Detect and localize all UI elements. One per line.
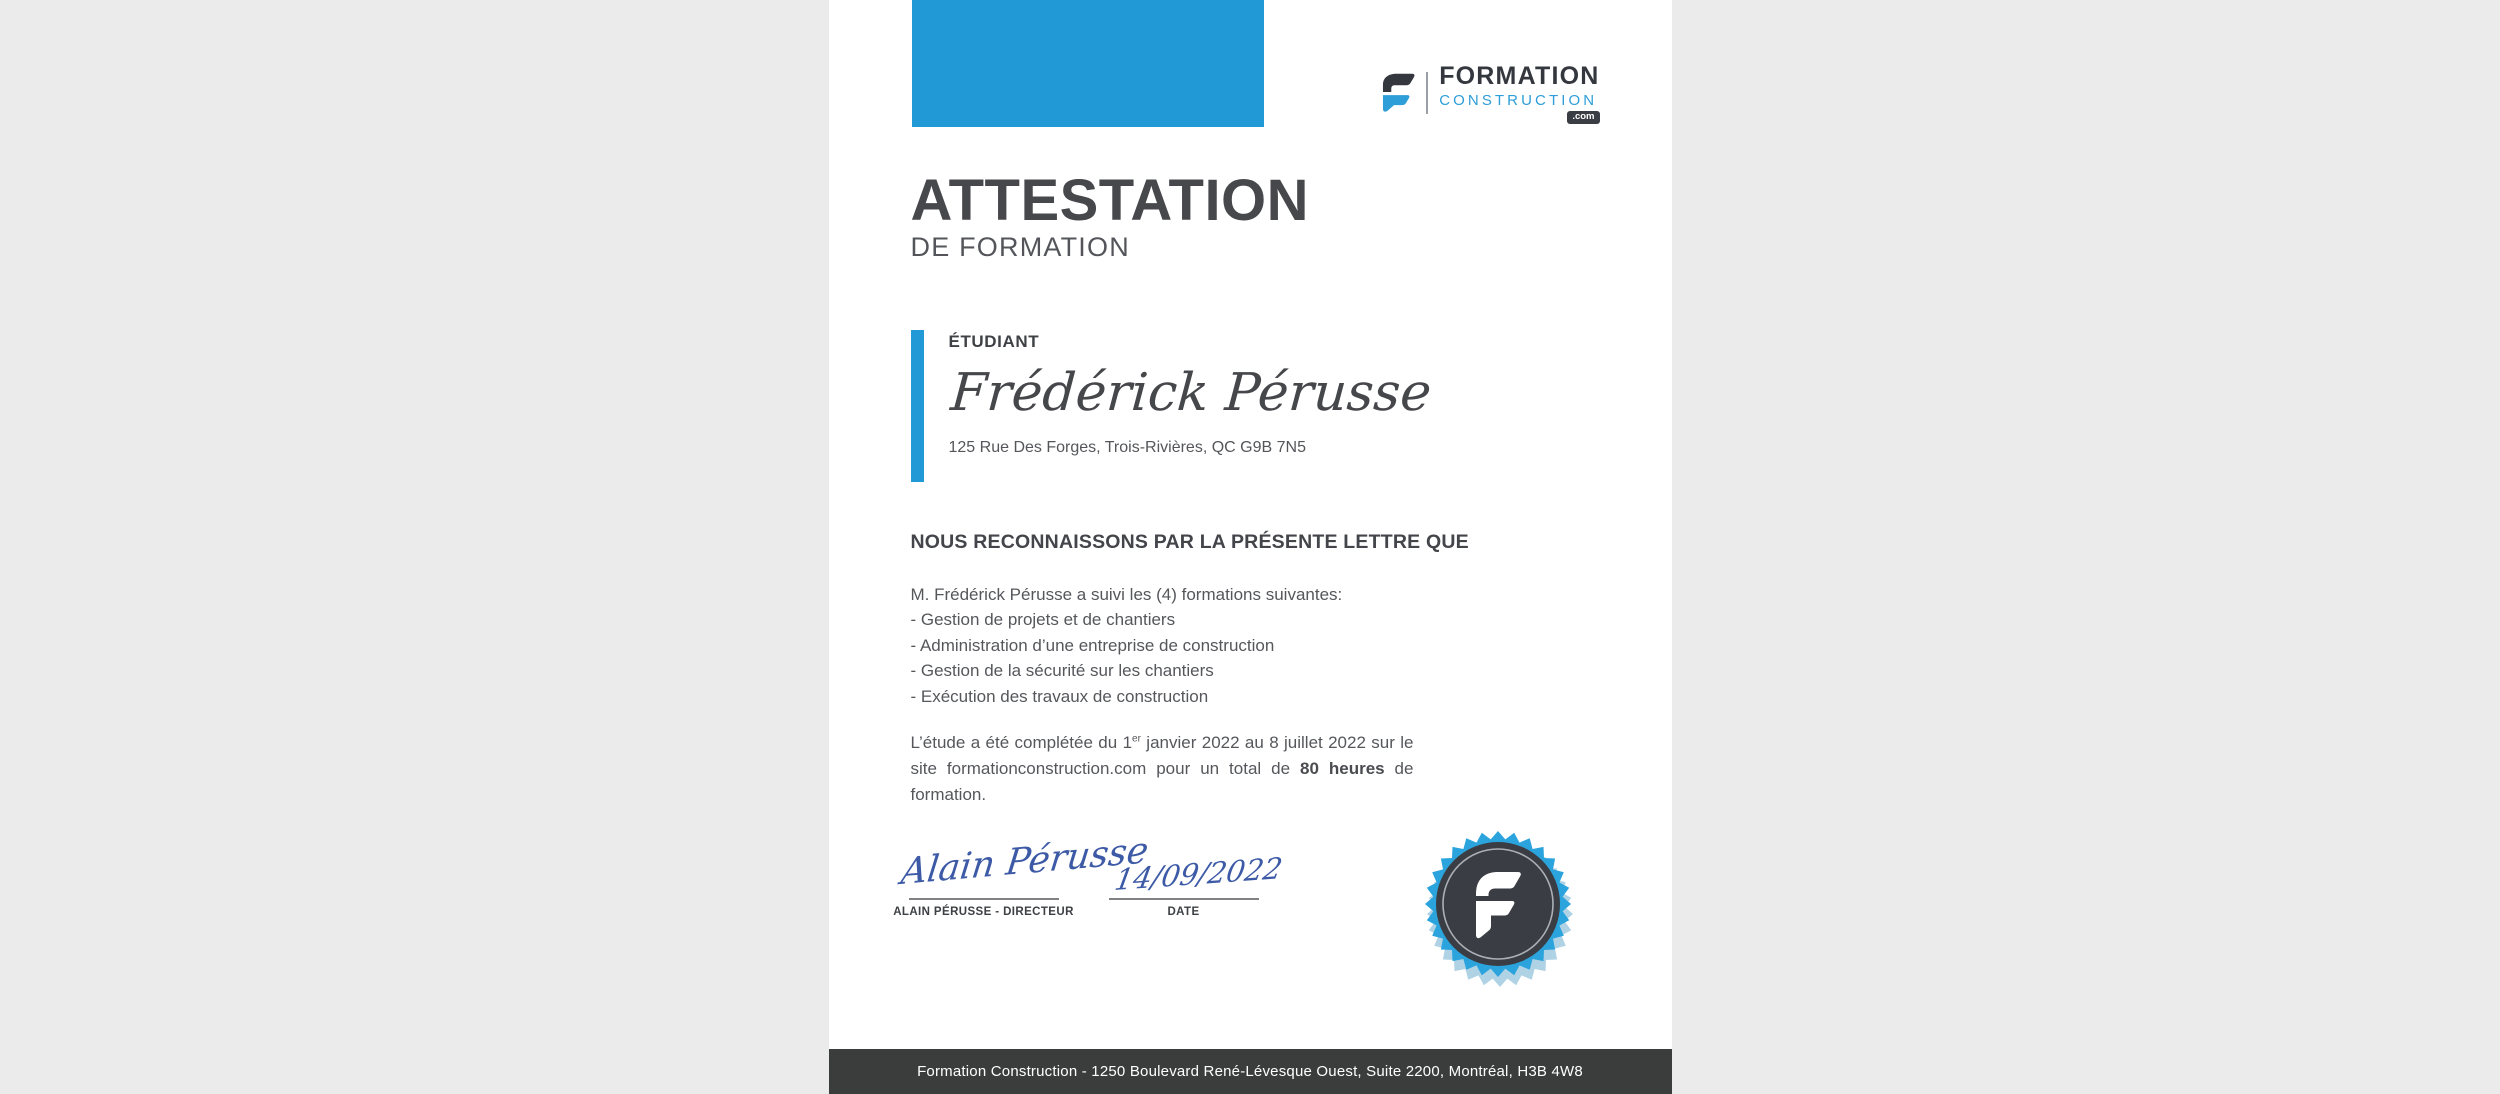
student-address: 125 Rue Des Forges, Trois-Rivières, QC G9B 7N5	[948, 439, 1306, 456]
student-accent-bar	[911, 330, 924, 482]
ordinal-superscript: er	[1132, 733, 1141, 745]
total-hours: 80 heures	[1300, 758, 1385, 778]
formation-construction-logo-icon	[1379, 70, 1417, 114]
seal-icon	[1424, 830, 1576, 988]
course-item: - Gestion de projets et de chantiers	[910, 610, 1176, 630]
certification-seal	[1424, 830, 1576, 988]
statement-intro: M. Frédérick Pérusse a suivi les (4) formations suivantes:	[910, 585, 1343, 604]
completion-text-1: L’étude a été complétée du 1	[910, 733, 1133, 752]
logo-wordmark	[1439, 64, 1599, 124]
director-signature-label: ALAIN PÉRUSSE - DIRECTEUR	[893, 906, 1074, 918]
completion-text-3: de formation.	[910, 758, 1414, 804]
footer-bar	[829, 1049, 1672, 1094]
completion-paragraph	[911, 730, 1414, 807]
course-item: - Gestion de la sécurité sur les chantiers	[910, 661, 1214, 681]
statement-heading: NOUS RECONNAISSONS PAR LA PRÉSENTE LETTRE QUE	[910, 531, 1469, 553]
course-item: - Exécution des travaux de construction	[910, 686, 1209, 706]
date-signature-line	[1109, 898, 1259, 900]
brand-logo	[1379, 64, 1599, 124]
date-handwriting: 14/09/2022	[1111, 850, 1285, 898]
director-signature-handwriting: Alain Pérusse	[898, 829, 1151, 894]
student-section	[911, 330, 1433, 482]
logo-dotcom-badge: .com	[1567, 111, 1599, 124]
student-info	[924, 330, 1433, 482]
certificate-title: ATTESTATION	[910, 168, 1310, 233]
footer-address: Formation Construction - 1250 Boulevard René-Lévesque Ouest, Suite 2200, Montréal, H3B 4W8	[917, 1063, 1583, 1080]
date-label: DATE	[1167, 906, 1200, 918]
student-name: Frédérick Pérusse	[948, 363, 1433, 423]
logo-wordmark-formation: FORMATION	[1439, 62, 1600, 90]
completion-text-2: janvier 2022 au 8 juillet 2022 sur le site formationconstruction.com pour un total de	[910, 733, 1414, 778]
course-item: - Administration d’une entreprise de construction	[910, 635, 1275, 655]
title-block	[910, 168, 1310, 263]
logo-divider	[1426, 72, 1428, 114]
logo-wordmark-construction: CONSTRUCTION	[1439, 92, 1598, 109]
certificate-page	[829, 0, 1672, 1094]
statement-body	[911, 582, 1414, 709]
header-accent-bar	[912, 0, 1264, 127]
course-list	[911, 607, 1414, 709]
student-label: ÉTUDIANT	[948, 332, 1040, 351]
director-signature-line	[909, 898, 1059, 900]
certificate-subtitle: DE FORMATION	[910, 232, 1130, 262]
